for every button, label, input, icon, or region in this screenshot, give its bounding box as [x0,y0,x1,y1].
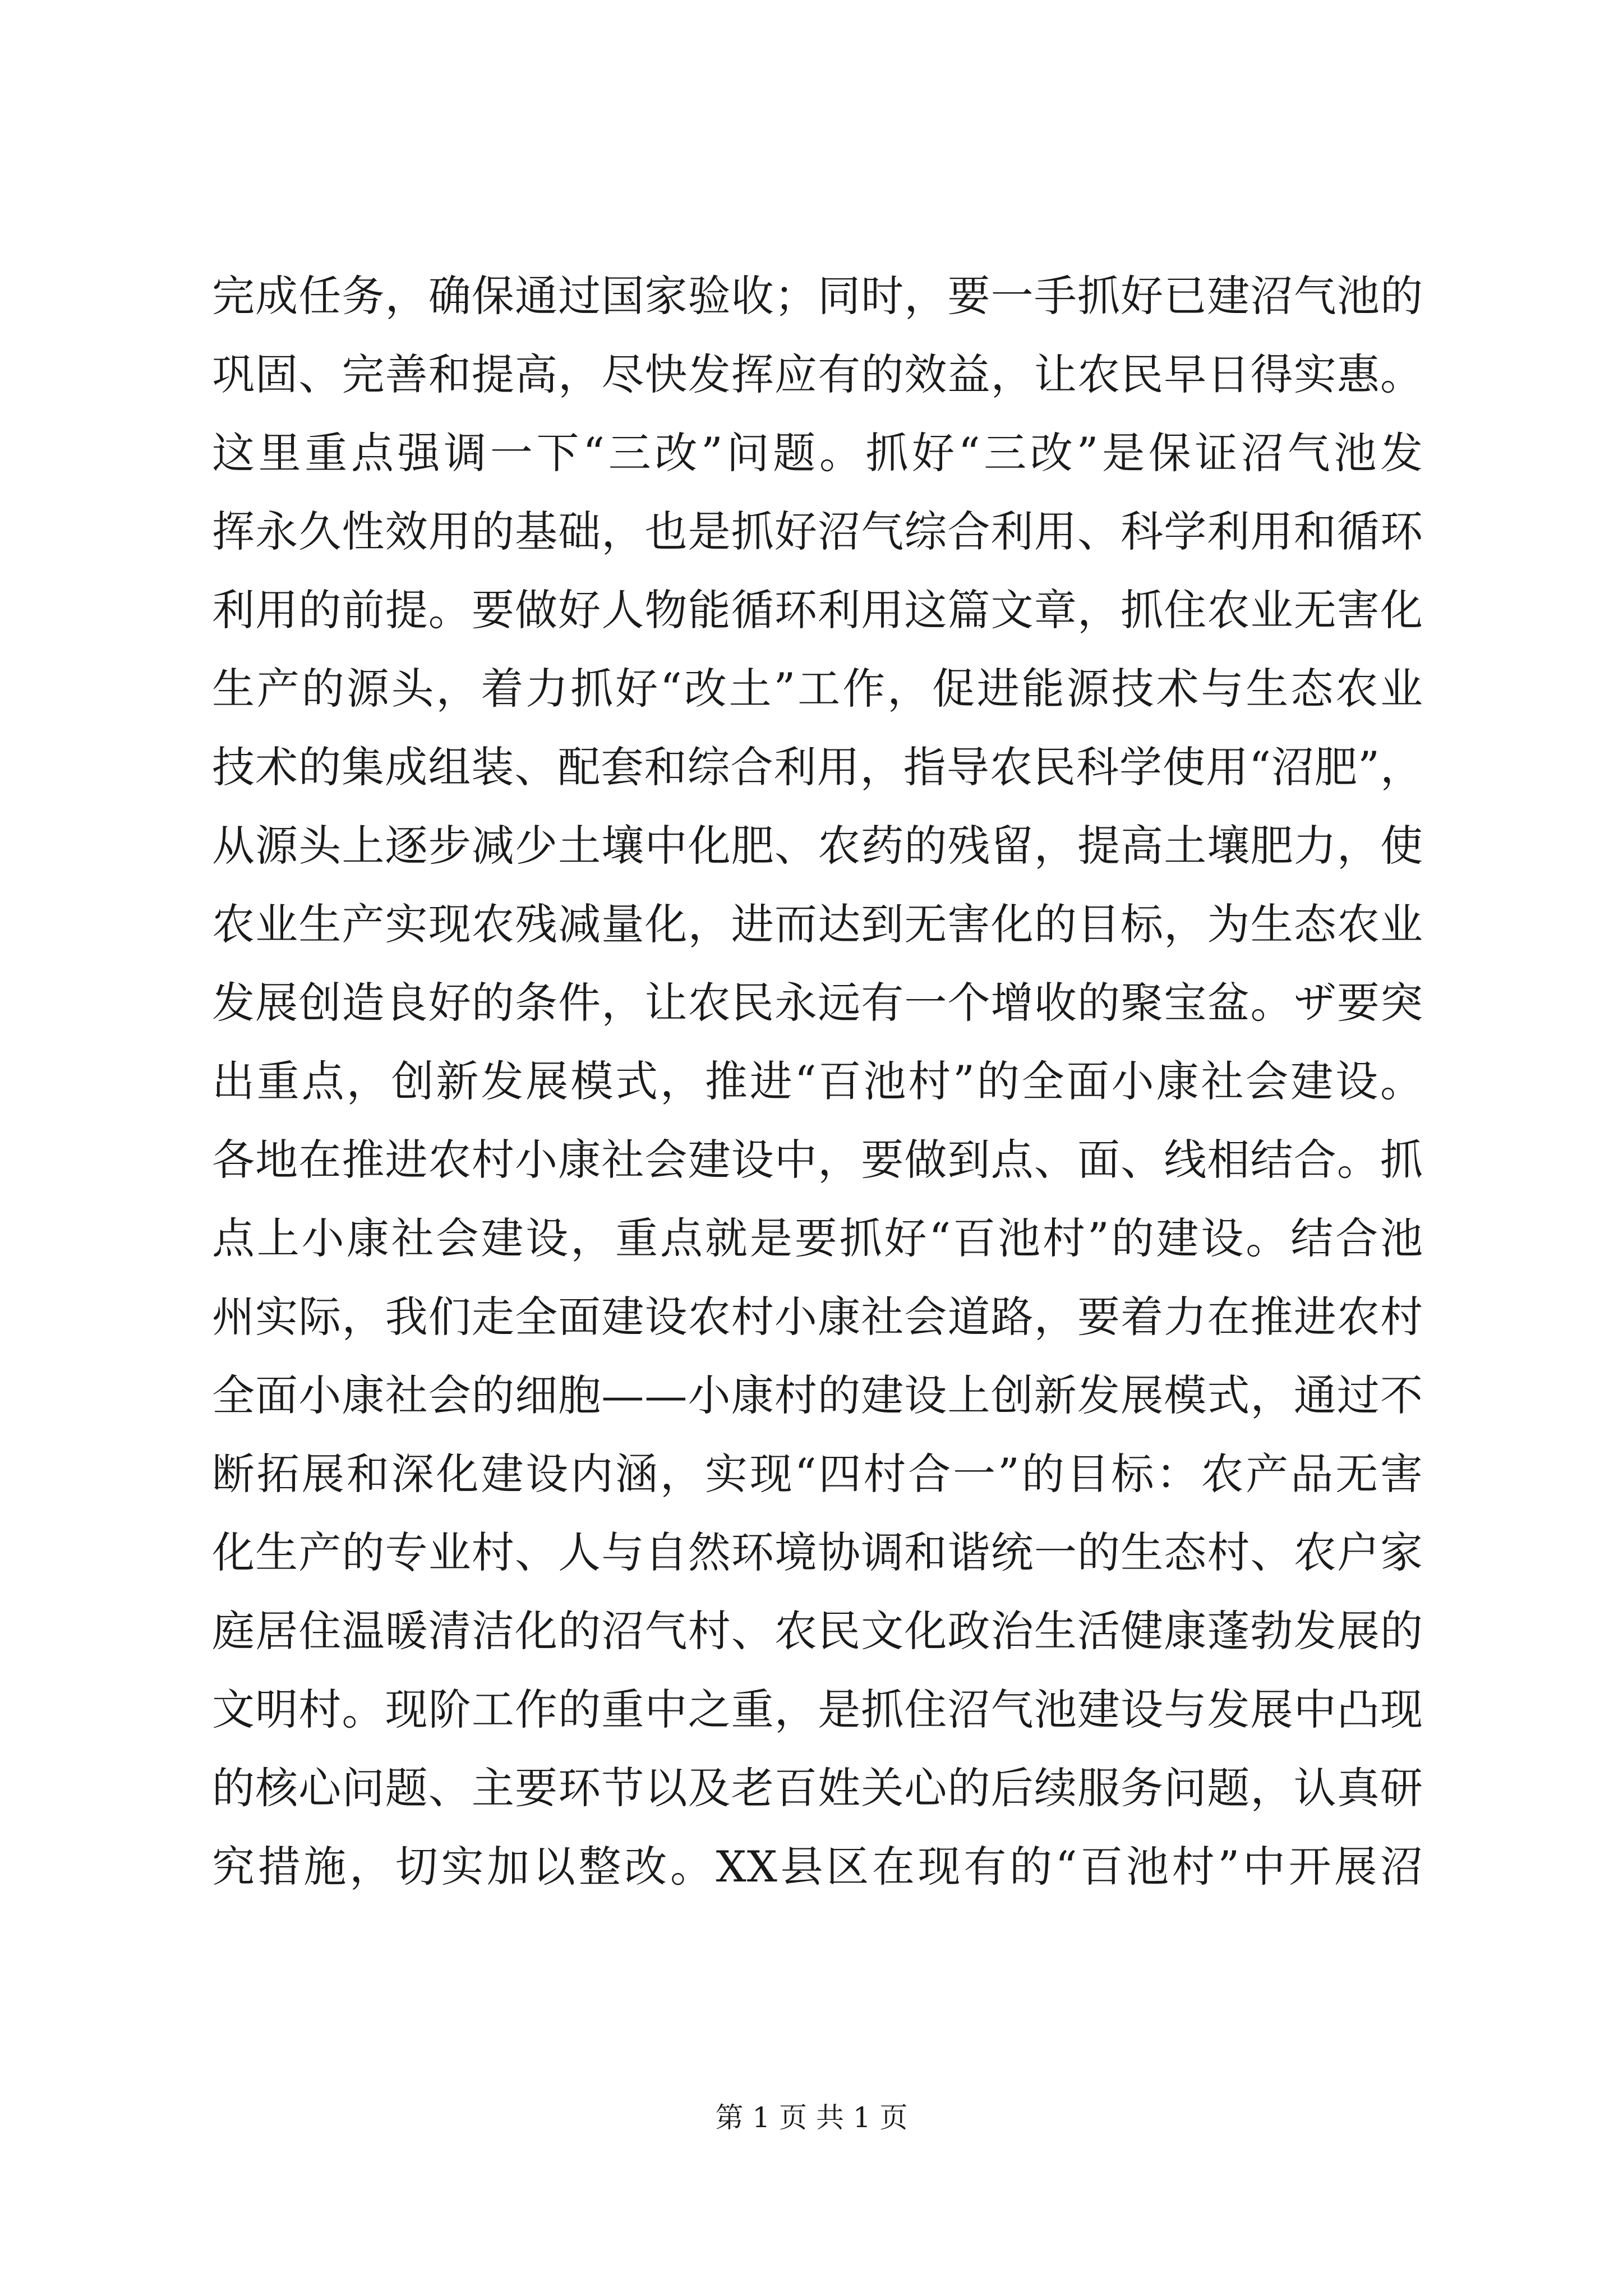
text-line: 究措施，切实加以整改。XX县区在现有的“百池村”中开展沼 [212,1842,1423,1892]
text-line: 出重点，创新发展模式，推进“百池村”的全面小康社会建设。 [212,1056,1423,1106]
text-line: 断拓展和深化建设内涵，实现“四村合一”的目标：农产品无害 [212,1449,1423,1499]
text-line: 各地在推进农村小康社会建设中，要做到点、面、线相结合。抓 [212,1135,1423,1185]
text-line: 挥永久性效用的基础，也是抓好沼气综合利用、科学利用和循环 [212,507,1423,556]
text-line: 庭居住温暖清洁化的沼气村、农民文化政治生活健康蓬勃发展的 [212,1606,1423,1656]
text-line: 点上小康社会建设，重点就是要抓好“百池村”的建设。结合池 [212,1213,1423,1263]
text-line: 从源头上逐步减少土壤中化肥、农药的残留，提高土壤肥力，使 [212,821,1423,871]
text-line: 利用的前提。要做好人物能循环利用这篇文章，抓住农业无害化 [212,585,1423,635]
text-line: 这里重点强调一下“三改”问题。抓好“三改”是保证沼气池发 [212,428,1423,478]
text-line: 生产的源头，着力抓好“改土”工作，促进能源技术与生态农业 [212,664,1423,714]
text-line: 发展创造良好的条件，让农民永远有一个增收的聚宝盆。ザ要突 [212,978,1423,1028]
text-line: 全面小康社会的细胞——小康村的建设上创新发展模式，通过不 [212,1370,1423,1420]
text-line: 农业生产实现农残减量化，进而达到无害化的目标，为生态农业 [212,899,1423,949]
text-line: 完成任务，确保通过国家验收；同时，要一手抓好已建沼气池的 [212,271,1423,321]
text-line: 化生产的专业村、人与自然环境协调和谐统一的生态村、农户家 [212,1527,1423,1577]
text-line: 的核心问题、主要环节以及老百姓关心的后续服务问题，认真研 [212,1763,1423,1813]
text-line: 巩固、完善和提高，尽快发挥应有的效益，让农民早日得实惠。 [212,349,1423,399]
text-line: 州实际，我们走全面建设农村小康社会道路，要着力在推进农村 [212,1292,1423,1342]
body-text [212,257,1423,1906]
page-number-footer: 第 1 页 共 1 页 [715,2101,908,2134]
text-line: 技术的集成组装、配套和综合利用，指导农民科学使用“沼肥”， [212,742,1423,792]
text-line: 文明村。现阶工作的重中之重，是抓住沼气池建设与发展中凸现 [212,1685,1423,1734]
